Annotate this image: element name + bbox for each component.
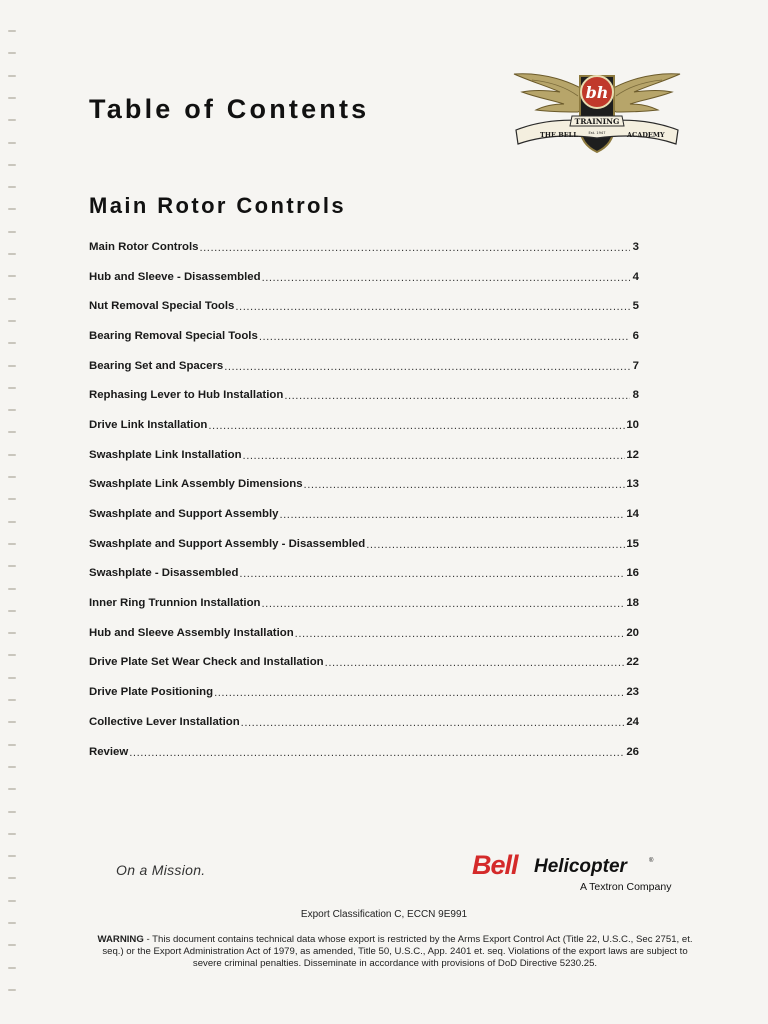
binder-mark <box>8 721 16 723</box>
binder-mark <box>8 75 16 77</box>
toc-page-number: 5 <box>632 300 639 313</box>
toc-page-number: 15 <box>626 537 639 550</box>
toc-page-number: 22 <box>626 656 639 669</box>
toc-page-number: 10 <box>626 418 639 431</box>
toc-page-number: 8 <box>632 389 639 402</box>
binder-mark <box>8 900 16 902</box>
toc-entry-title: Drive Link Installation <box>89 418 208 431</box>
toc-dot-leader <box>243 449 626 463</box>
binder-mark <box>8 654 16 656</box>
binder-mark <box>8 365 16 367</box>
toc-entry-title: Rephasing Lever to Hub Installation <box>89 389 284 402</box>
brand-subtitle: A Textron Company <box>580 881 672 893</box>
toc-page-number: 13 <box>626 478 639 491</box>
svg-text:TRAINING: TRAINING <box>574 117 620 126</box>
bell-helicopter-logo <box>472 850 682 896</box>
toc-dot-leader <box>262 271 630 285</box>
toc-page-number: 4 <box>632 270 639 283</box>
toc-dot-leader <box>366 538 625 552</box>
toc-dot-leader <box>241 716 626 730</box>
toc-entry[interactable] <box>89 559 639 589</box>
toc-dot-leader <box>259 330 630 344</box>
toc-page-number: 7 <box>632 359 639 372</box>
toc-entry-title: Drive Plate Positioning <box>89 686 214 699</box>
toc-entry-title: Swashplate - Disassembled <box>89 567 239 580</box>
toc-page-number: 26 <box>626 745 639 758</box>
toc-dot-leader <box>129 746 625 760</box>
warning-text: - This document contains technical data whose export is restricted by the Arms Export Control Act (Title 22, U.S.C., Sec 2751, et. seq.) or the Export Administration Act of 1979, as amended, Title 50, U.S.C., App. 2401 et. seq. Violations of the export laws are subject to severe criminal penalties. Disseminate in accordance with provisions of DoD Directive 5230.25. <box>102 934 693 969</box>
toc-entry-title: Nut Removal Special Tools <box>89 300 235 313</box>
toc-entry-title: Main Rotor Controls <box>89 240 199 253</box>
toc-dot-leader <box>284 389 630 403</box>
binder-mark <box>8 833 16 835</box>
binder-mark <box>8 632 16 634</box>
binder-mark <box>8 610 16 612</box>
toc-entry[interactable] <box>89 321 639 351</box>
binder-mark <box>8 431 16 433</box>
helicopter-wordmark: Helicopter <box>534 856 627 877</box>
toc-entry-title: Collective Lever Installation <box>89 715 240 728</box>
toc-dot-leader <box>208 419 625 433</box>
binder-mark <box>8 320 16 322</box>
toc-entry[interactable] <box>89 588 639 618</box>
toc-dot-leader <box>262 597 626 611</box>
toc-entry-title: Swashplate Link Installation <box>89 448 242 461</box>
toc-entry[interactable] <box>89 737 639 767</box>
toc-entry[interactable] <box>89 499 639 529</box>
binder-mark <box>8 967 16 969</box>
binder-hole-marks <box>0 30 24 1010</box>
binder-mark <box>8 454 16 456</box>
toc-dot-leader <box>235 300 630 314</box>
binder-mark <box>8 119 16 121</box>
toc-entry-title: Swashplate and Support Assembly <box>89 508 279 521</box>
binder-mark <box>8 744 16 746</box>
toc-entry-title: Hub and Sleeve Assembly Installation <box>89 626 294 639</box>
toc-entry-title: Bearing Removal Special Tools <box>89 329 258 342</box>
binder-mark <box>8 409 16 411</box>
toc-entry[interactable] <box>89 291 639 321</box>
toc-dot-leader <box>224 360 630 374</box>
toc-entry-title: Hub and Sleeve - Disassembled <box>89 270 261 283</box>
bell-wordmark: Bell <box>472 850 518 880</box>
toc-entry-title: Bearing Set and Spacers <box>89 359 224 372</box>
binder-mark <box>8 565 16 567</box>
binder-mark <box>8 231 16 233</box>
toc-entry[interactable] <box>89 351 639 381</box>
toc-dot-leader <box>199 241 630 255</box>
binder-mark <box>8 208 16 210</box>
binder-mark <box>8 788 16 790</box>
toc-entry-title: Swashplate Link Assembly Dimensions <box>89 478 303 491</box>
binder-mark <box>8 543 16 545</box>
section-title: Main Rotor Controls <box>89 193 347 218</box>
binder-mark <box>8 521 16 523</box>
toc-page-number: 20 <box>626 626 639 639</box>
toc-page-number: 3 <box>632 240 639 253</box>
toc-entry-title: Drive Plate Set Wear Check and Installation <box>89 656 324 669</box>
binder-mark <box>8 944 16 946</box>
page-title: Table of Contents <box>89 94 370 124</box>
toc-page-number: 18 <box>626 597 639 610</box>
svg-text:ACADEMY: ACADEMY <box>627 131 665 139</box>
toc-entry[interactable] <box>89 677 639 707</box>
binder-mark <box>8 877 16 879</box>
binder-mark <box>8 142 16 144</box>
toc-page-number: 23 <box>626 686 639 699</box>
toc-page-number: 24 <box>626 715 639 728</box>
svg-text:bh: bh <box>585 83 609 102</box>
toc-entry[interactable] <box>89 529 639 559</box>
binder-mark <box>8 164 16 166</box>
toc-dot-leader <box>325 656 626 670</box>
table-of-contents-list <box>89 232 639 766</box>
toc-dot-leader <box>304 478 626 492</box>
toc-entry[interactable] <box>89 410 639 440</box>
toc-entry[interactable] <box>89 648 639 678</box>
warning-label: WARNING <box>97 934 144 945</box>
svg-text:Est. 1947: Est. 1947 <box>588 131 606 135</box>
binder-mark <box>8 766 16 768</box>
toc-entry[interactable] <box>89 618 639 648</box>
mission-tagline: On a Mission. <box>116 862 206 878</box>
binder-mark <box>8 922 16 924</box>
svg-text:THE BELL: THE BELL <box>540 131 578 139</box>
export-warning <box>90 934 700 970</box>
binder-mark <box>8 253 16 255</box>
toc-page-number: 16 <box>626 567 639 580</box>
binder-mark <box>8 52 16 54</box>
binder-mark <box>8 989 16 991</box>
toc-page-number: 6 <box>632 329 639 342</box>
toc-page-number: 12 <box>626 448 639 461</box>
toc-entry[interactable] <box>89 262 639 292</box>
toc-entry-title: Inner Ring Trunnion Installation <box>89 597 261 610</box>
binder-mark <box>8 811 16 813</box>
toc-dot-leader <box>279 508 625 522</box>
bell-training-academy-logo <box>512 60 682 160</box>
toc-page-number: 14 <box>626 508 639 521</box>
binder-mark <box>8 476 16 478</box>
binder-mark <box>8 498 16 500</box>
registered-mark-icon: ® <box>649 858 654 864</box>
toc-entry[interactable] <box>89 232 639 262</box>
binder-mark <box>8 30 16 32</box>
toc-entry[interactable] <box>89 707 639 737</box>
binder-mark <box>8 677 16 679</box>
binder-mark <box>8 275 16 277</box>
toc-entry[interactable] <box>89 380 639 410</box>
toc-entry-title: Review <box>89 745 129 758</box>
binder-mark <box>8 588 16 590</box>
toc-entry[interactable] <box>89 470 639 500</box>
binder-mark <box>8 342 16 344</box>
toc-dot-leader <box>214 686 625 700</box>
toc-entry[interactable] <box>89 440 639 470</box>
export-classification: Export Classification C, ECCN 9E991 <box>300 909 468 920</box>
binder-mark <box>8 855 16 857</box>
toc-dot-leader <box>295 627 626 641</box>
toc-entry-title: Swashplate and Support Assembly - Disassembled <box>89 537 366 550</box>
binder-mark <box>8 298 16 300</box>
binder-mark <box>8 387 16 389</box>
binder-mark <box>8 186 16 188</box>
toc-dot-leader <box>239 567 625 581</box>
binder-mark <box>8 97 16 99</box>
binder-mark <box>8 699 16 701</box>
